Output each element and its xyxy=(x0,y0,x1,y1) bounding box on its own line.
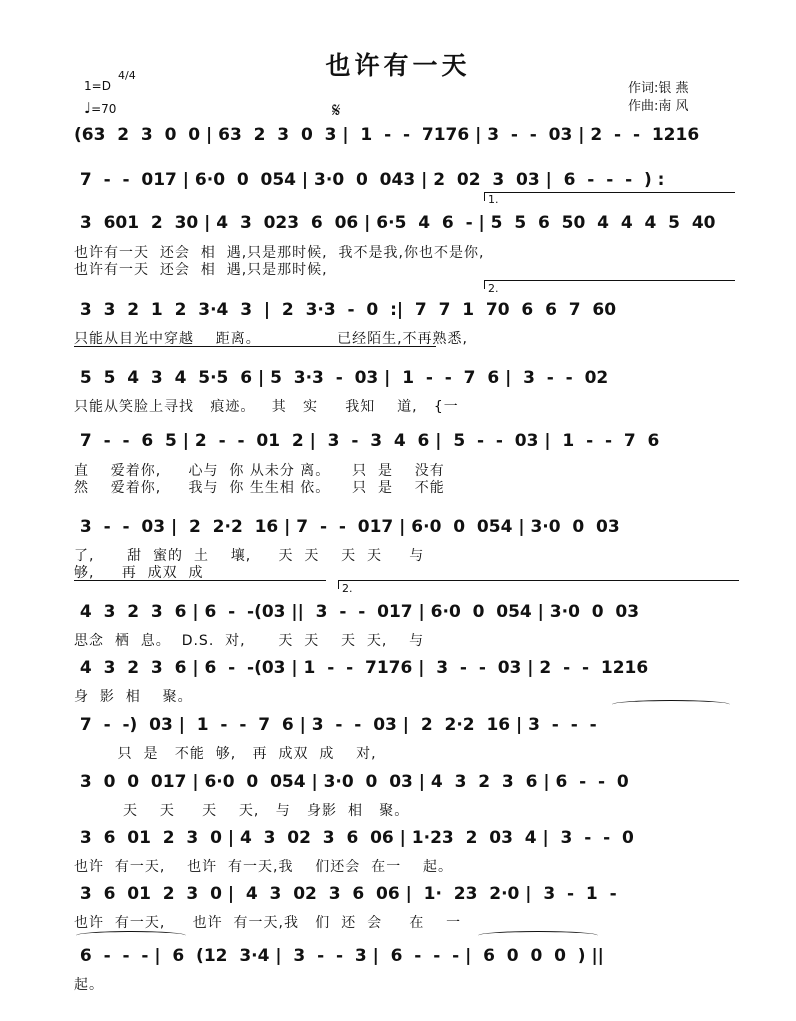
lyric-row-12: 也许 有一天, 也许 有一天,我 们还会 在一 起。 xyxy=(74,859,454,875)
lyric-row-5: 只能从笑脸上寻找 痕迹。 其 实 我知 道, {一 xyxy=(74,399,459,415)
tempo-value: =70 xyxy=(91,102,117,116)
lyric-row-14: 起。 xyxy=(74,977,104,993)
composer-credit: 作曲:南 风 xyxy=(628,99,689,114)
key-signature: 1=D xyxy=(84,79,111,93)
lyricist-credit: 作词:银 燕 xyxy=(628,81,689,96)
notation-row-11: 3 0 0 017 | 6·0 0 054 | 3·0 0 03 | 4 3 2 3 6 | 6 - - 0 xyxy=(74,772,629,792)
ending-two-label: 2. xyxy=(488,282,499,295)
ending-one-label: 1. xyxy=(488,193,499,206)
notation-row-8: 4 3 2 3 6 | 6 - -(03 || 3 - - 017 | 6·0 0 054 | 3·0 0 03 xyxy=(74,602,640,622)
lyric-row-6-verse-2: 然 爱着你, 我与 你 生生相 依。 只 是 不能 xyxy=(74,480,445,496)
lyric-row-4: 只能从目光中穿越 距离。 已经陌生,不再熟悉, xyxy=(74,331,469,347)
notation-row-14: 6 - - - | 6 (12 3·4 | 3 - - 3 | 6 - - - | 6 0 0 0 ) || xyxy=(74,946,604,966)
notation-row-12: 3 6 01 2 3 0 | 4 3 02 3 6 06 | 1·23 2 03 4 | 3 - - 0 xyxy=(74,828,634,848)
lyric-row-8: 思念 栖 息。 D.S. 对, 天 天 天 天, 与 xyxy=(74,633,425,649)
notation-row-13: 3 6 01 2 3 0 | 4 3 02 3 6 06 | 1· 23 2·0 | 3 - 1 - xyxy=(74,884,617,904)
tempo-marking xyxy=(84,100,116,117)
ending-two-label-repeat: 2. xyxy=(342,582,353,595)
ending-two-bracket xyxy=(484,280,735,289)
lyric-row-7-verse-2: 够, 再 成双 成 xyxy=(74,565,204,581)
lyric-row-11: 天 天 天 天, 与 身影 相 聚。 xyxy=(74,803,410,819)
notation-row-4: 3 3 2 1 2 3·4 3 | 2 3·3 - 0 :| 7 7 1 70 6 6 7 60 xyxy=(74,300,617,320)
notation-row-1: (63 2 3 0 0 | 63 2 3 0 3 | 1 - - 7176 | 3 - - 03 | 2 - - 1216 xyxy=(74,125,700,145)
notation-row-3: 3 601 2 30 | 4 3 023 6 06 | 6·5 4 6 - | 5 5 6 50 4 4 4 5 40 xyxy=(74,213,716,233)
notation-row-9: 4 3 2 3 6 | 6 - -(03 | 1 - - 7176 | 3 - - 03 | 2 - - 1216 xyxy=(74,658,649,678)
notation-row-6: 7 - - 6 5 | 2 - - 01 2 | 3 - 3 4 6 | 5 - - 03 | 1 - - 7 6 xyxy=(74,431,660,451)
tie-slur-final-2 xyxy=(478,931,598,940)
lyric-row-3-verse-2: 也许有一天 还会 相 遇,只是那时候, xyxy=(74,262,328,278)
time-signature-value: 4/4 xyxy=(118,69,136,82)
notation-row-7: 3 - - 03 | 2 2·2 16 | 7 - - 017 | 6·0 0 054 | 3·0 0 03 xyxy=(74,517,620,537)
lyric-row-9: 身 影 相 聚。 xyxy=(74,689,193,705)
lyric-row-10: 只 是 不能 够, 再 成双 成 对, xyxy=(74,746,377,762)
lyric-row-3-verse-1: 也许有一天 还会 相 遇,只是那时候, 我不是我,你也不是你, xyxy=(74,245,485,261)
quarter-note-icon: ♩ xyxy=(84,99,92,117)
lyric-row-13: 也许 有一天, 也许 有一天,我 们 还 会 在 一 xyxy=(74,915,462,931)
lyric-row-7-verse-1: 了, 甜 蜜的 土 壤, 天 天 天 天 与 xyxy=(74,548,425,564)
notation-row-2: 7 - - 017 | 6·0 0 054 | 3·0 0 043 | 2 02 3 03 | 6 - - - ) : xyxy=(74,170,665,190)
tie-slur xyxy=(612,700,730,709)
song-title: 也许有一天 xyxy=(325,51,471,80)
lyric-row-6-verse-1: 直 爱着你, 心与 你 从未分 离。 只 是 没有 xyxy=(74,463,445,479)
ending-two-repeat-bracket xyxy=(338,580,739,589)
notation-row-10: 7 - -) 03 | 1 - - 7 6 | 3 - - 03 | 2 2·2 16 | 3 - - - xyxy=(74,715,597,735)
segno-icon: 𝄋 xyxy=(332,98,341,122)
notation-row-5: 5 5 4 3 4 5·5 6 | 5 3·3 - 03 | 1 - - 7 6 | 3 - - 02 xyxy=(74,368,609,388)
ending-one-bracket xyxy=(484,192,735,201)
tie-slur-final-1 xyxy=(76,931,186,940)
time-signature xyxy=(118,70,136,82)
